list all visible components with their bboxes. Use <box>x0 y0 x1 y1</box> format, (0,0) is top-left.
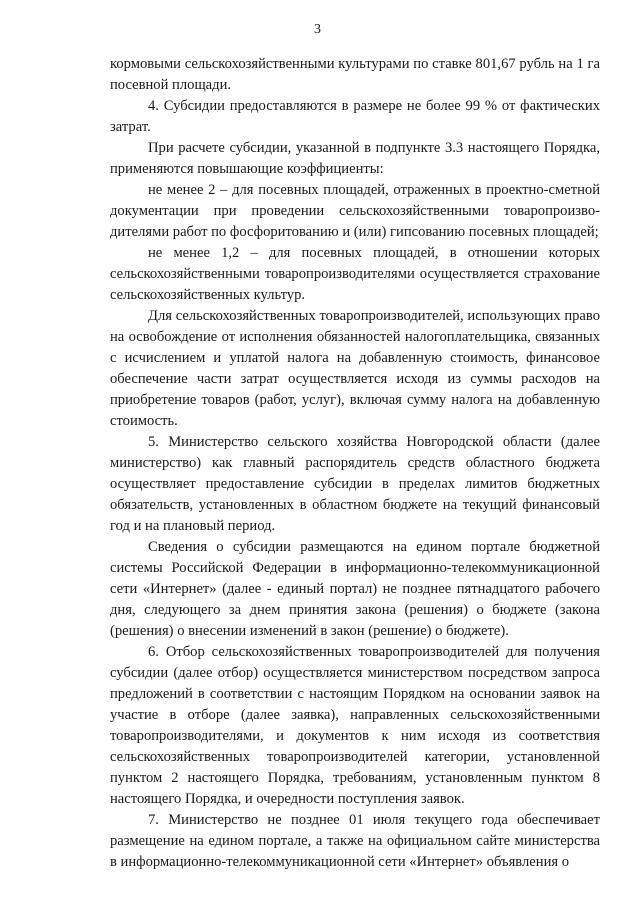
paragraph-4: не менее 2 – для посевных площадей, отраженных в проектно-сметной документации при проведении сельскохозяйственными товаропроизво-дителями работ по фосфоритованию и (или) гипсованию посевных площадей; <box>110 182 600 240</box>
paragraph-8: Сведения о субсидии размещаются на едином портале бюджетной системы Российской Федерации в информационно-телекоммуникационной сети «Интернет» (далее - единый портал) не позднее пятнадцатого рабочего дня, следующего за днем принятия закона (решения) о бюджете (закона (решения) о внесении изменений в закон (решение) о бюджете). <box>110 539 600 639</box>
paragraph-6: Для сельскохозяйственных товаропроизводителей, использующих право на освобождение от исполнения обязанностей налогоплательщика, связанных с исчислением и уплатой налога на добавленную стоимость, финансовое обеспечение части затрат осуществляется исходя из суммы расходов на приобретение товаров (работ, услуг), включая сумму налога на добавленную стоимость. <box>110 308 600 429</box>
paragraph-1: кормовыми сельскохозяйственными культурами по ставке 801,67 рубль на 1 га посевной площади. <box>110 56 600 93</box>
page-number: 3 <box>314 22 321 37</box>
paragraph-2: 4. Субсидии предоставляются в размере не более 99 % от фактических затрат. <box>110 98 600 135</box>
document-body <box>110 54 600 873</box>
paragraph-9: 6. Отбор сельскохозяйственных товаропроизводителей для получения субсидии (далее отбор) осуществляется министерством посредством запроса предложений в соответствии с настоящим Порядком на основании заявок на участие в отборе (далее заявка), направленных сельскохозяйственными товаропроизводителями, и документов к ним исходя из соответствия сельскохозяйственных товаропроизводителей категории, установленной пунктом 2 настоящего Порядка, требованиям, установленным пунктом 8 настоящего Порядка, и очередности поступления заявок. <box>110 644 600 807</box>
paragraph-3: При расчете субсидии, указанной в подпункте 3.3 настоящего Порядка, применяются повышающие коэффициенты: <box>110 140 600 177</box>
paragraph-7: 5. Министерство сельского хозяйства Новгородской области (далее министерство) как главный распорядитель средств областного бюджета осуществляет предоставление субсидии в пределах лимитов бюджетных обязательств, установленных в областном бюджете на текущий финансовый год и на плановый период. <box>110 434 600 534</box>
paragraph-10: 7. Министерство не позднее 01 июля текущего года обеспечивает размещение на едином портале, а также на официальном сайте министерства в информационно-телекоммуникационной сети «Интернет» объявления о <box>110 812 600 870</box>
paragraph-5: не менее 1,2 – для посевных площадей, в отношении которых сельскохозяйственными товаропроизводителями осуществляется страхование сельскохозяйственных культур. <box>110 245 600 303</box>
